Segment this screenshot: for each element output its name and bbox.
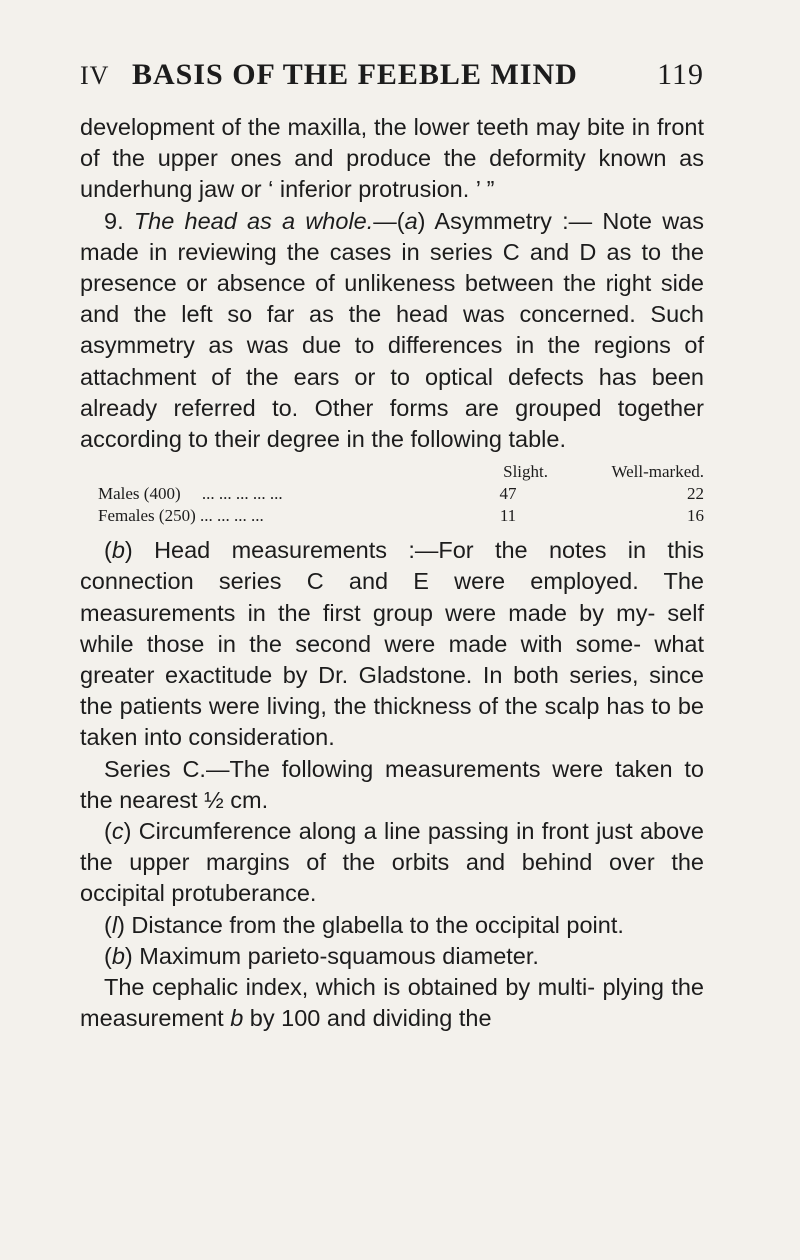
subsection-letter: c: [111, 818, 124, 845]
paren: (: [104, 911, 112, 938]
subsection-letter: a: [404, 207, 418, 234]
page-number: 119: [657, 58, 704, 91]
paren: (: [104, 818, 112, 845]
paragraph-distance: [80, 910, 704, 941]
subsection-letter: l: [111, 911, 118, 938]
subsection-letter: b: [111, 942, 125, 969]
table-row: [98, 483, 704, 505]
cell-well-marked: 22: [687, 484, 704, 504]
paragraph-text: by 100 and dividing the: [243, 1005, 492, 1032]
measurement-letter: b: [230, 1005, 244, 1032]
cell-slight: 11: [499, 506, 517, 526]
asymmetry-table: [98, 461, 704, 527]
column-header: Well-marked.: [611, 462, 704, 482]
paragraph-text: ) Maximum parieto-squamous diameter.: [124, 942, 539, 969]
section-number: 9.: [104, 207, 124, 234]
paragraph-text: The cephalic index, which is obtained by multi- plying the measurement: [80, 974, 704, 1032]
row-label: Males (400): [98, 484, 181, 504]
row-label: Females (250): [98, 506, 196, 526]
leader-dots: ... ... ... ... ...: [201, 484, 283, 504]
cell-slight: 47: [499, 484, 517, 504]
paragraph-text: ) Head measurements :—For the notes in this connection series C and E were employed. The measurements in the first group were made by my- self while those in the second were made with some- what greater exactitude by Dr. Gladstone. In both series, since the patients were living, the thickness of the scalp has to be taken into consideration.: [80, 537, 704, 751]
paragraph-text: ) Circumference along a line passing in front just above the upper margins of the orbits and behind over the occipital protuberance.: [80, 818, 704, 907]
paragraph-head-asymmetry: [80, 206, 704, 456]
paragraph-circumference: [80, 816, 704, 910]
running-title: BASIS OF THE FEEBLE MIND: [132, 58, 578, 91]
table-row: [98, 505, 704, 527]
paren: (: [104, 537, 112, 564]
table-header-row: [98, 461, 704, 483]
leader-dots: ... ... ... ...: [199, 506, 264, 526]
dash: —(: [373, 207, 405, 234]
chapter-number: IV: [80, 61, 110, 90]
section-heading: The head as a whole.: [133, 207, 374, 234]
paragraph-cephalic-index: [80, 972, 704, 1034]
paragraph-text: ) Asymmetry :— Note was made in reviewing the cases in series C and D as to the presence or absence of unlikeness between the right side and the left so far as the head was concerned. Such asymmetry as was due to differences in the regions of attachment of the ears or to optical defects has been already referred to. Other forms are grouped together according to their degree in the following table.: [80, 207, 704, 453]
paragraph-head-measurements: [80, 535, 704, 753]
book-page: [80, 58, 704, 1034]
paragraph-series-c: Series C.—The following measurements were taken to the nearest ½ cm.: [80, 755, 704, 813]
subsection-letter: b: [111, 537, 125, 564]
paren: (: [104, 942, 112, 969]
running-header: [80, 58, 704, 98]
paragraph-diameter: [80, 941, 704, 972]
cell-well-marked: 16: [687, 506, 704, 526]
column-header: Slight.: [503, 462, 548, 482]
paragraph-text: ) Distance from the glabella to the occipital point.: [117, 911, 624, 938]
body-text: [80, 112, 704, 1034]
paragraph: development of the maxilla, the lower teeth may bite in front of the upper ones and produce the deformity known as underhung jaw or ‘ inferior protrusion. ’ ”: [80, 114, 704, 203]
